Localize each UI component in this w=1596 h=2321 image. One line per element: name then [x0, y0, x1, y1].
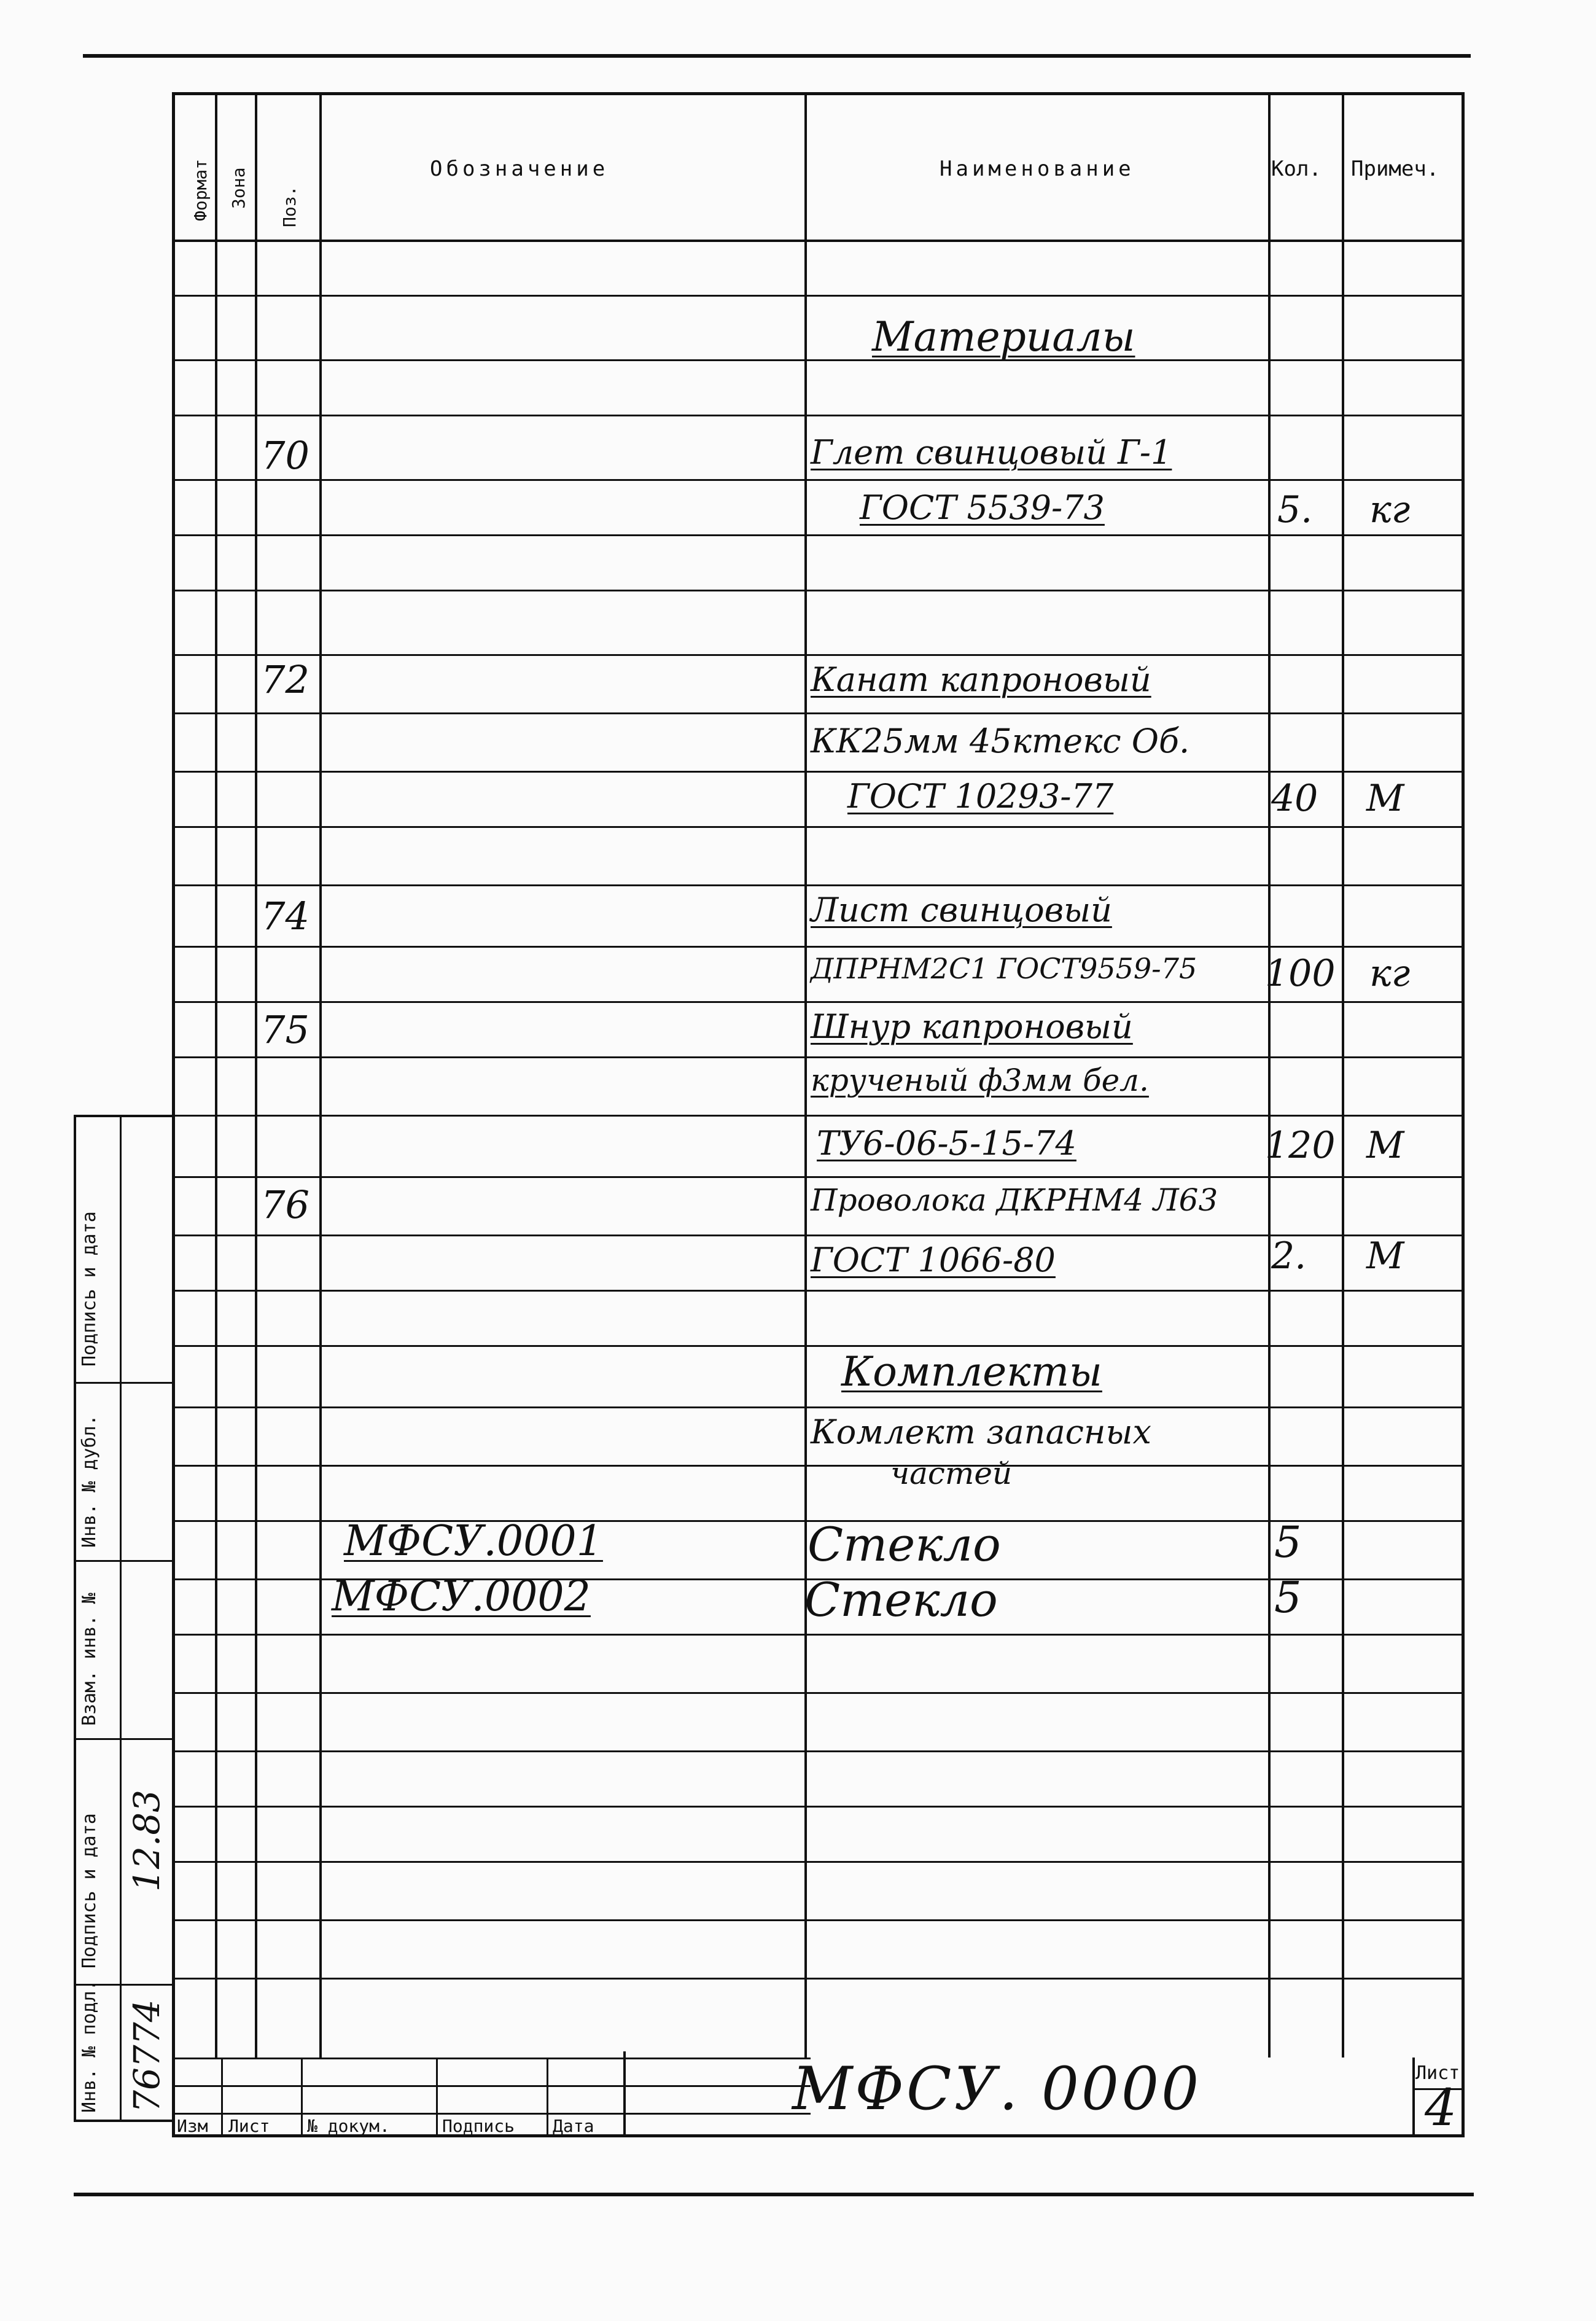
header-designation: Обозначение: [430, 157, 609, 181]
title-block-sheet: Лист: [228, 2116, 270, 2136]
side-label-sign-date: Подпись и дата: [79, 1813, 100, 1968]
header-zone: Зона: [228, 167, 249, 209]
row-line: [172, 1345, 1465, 1347]
row-line: [172, 826, 1465, 828]
col-line-format: [215, 92, 217, 2058]
kit-name: Комлект запасных: [811, 1413, 1151, 1451]
item-name: ГОСТ 5539-73: [860, 488, 1105, 527]
top-page-rule: [83, 54, 1471, 58]
item-designation: МФСУ.0001: [344, 1517, 603, 1566]
side-inv-value: 76774: [126, 1999, 168, 2113]
position-number: 70: [261, 433, 309, 478]
row-line: [172, 1861, 1465, 1863]
item-name: ТУ6-06-5-15-74: [817, 1124, 1076, 1163]
row-line: [172, 1806, 1465, 1808]
item-note: М: [1366, 1124, 1404, 1167]
header-name: Наименование: [940, 157, 1135, 181]
item-qty: 120: [1265, 1124, 1336, 1167]
item-name: ГОСТ 1066-80: [811, 1241, 1056, 1279]
header-position: Поз.: [279, 185, 300, 227]
item-name: Стекло: [808, 1517, 1001, 1572]
title-block-divider: [547, 2058, 548, 2137]
row-line: [172, 1115, 1465, 1117]
title-block-signature: Подпись: [442, 2116, 515, 2136]
side-stamp-line: [74, 1382, 175, 1384]
row-line: [172, 1465, 1465, 1467]
item-name: Глет свинцовый Г-1: [811, 433, 1172, 472]
title-block-divider: [436, 2058, 438, 2137]
header-qty: Кол.: [1271, 157, 1322, 181]
item-name: Лист свинцовый: [811, 891, 1112, 929]
item-note: М: [1366, 777, 1404, 820]
row-line: [172, 1750, 1465, 1752]
row-line: [172, 771, 1465, 773]
title-block-line: [172, 2058, 811, 2059]
position-number: 76: [261, 1182, 309, 1227]
item-qty: 5: [1274, 1572, 1302, 1623]
row-line: [172, 415, 1465, 416]
section-kits-title: Комплекты: [841, 1348, 1102, 1395]
row-line: [172, 359, 1465, 361]
sheet-number: 4: [1425, 2079, 1457, 2137]
row-line: [172, 295, 1465, 297]
section-materials-title: Материалы: [872, 313, 1135, 361]
row-line: [172, 946, 1465, 948]
row-line: [172, 884, 1465, 886]
item-name: КК25мм 45ктекс Об.: [811, 722, 1190, 760]
row-line: [172, 1290, 1465, 1292]
row-line: [172, 1406, 1465, 1408]
document-code: МФСУ. 0000: [792, 2054, 1202, 2123]
position-number: 75: [261, 1007, 309, 1052]
item-qty: 100: [1265, 952, 1336, 995]
item-name: крученый ф3мм бел.: [811, 1063, 1149, 1098]
row-line: [172, 654, 1465, 656]
row-line: [172, 534, 1465, 536]
row-line: [172, 1692, 1465, 1694]
position-number: 74: [261, 894, 309, 938]
side-label-replace-inv: Взам. инв. №: [79, 1593, 100, 1726]
col-line-position: [319, 92, 322, 2058]
title-block-date: Дата: [553, 2116, 594, 2136]
side-stamp-line: [74, 1560, 175, 1562]
header-bottom-line: [172, 240, 1465, 242]
row-line: [172, 1919, 1465, 1921]
item-qty: 5.: [1277, 488, 1313, 531]
sheet-label: Лист: [1415, 2062, 1460, 2084]
row-line: [172, 1634, 1465, 1636]
header-note: Примеч.: [1351, 157, 1439, 181]
side-stamp-divider: [120, 1115, 122, 2122]
row-line: [172, 479, 1465, 481]
side-label-dup-inv: Инв. № дубл.: [79, 1414, 100, 1548]
col-line-qty: [1342, 92, 1344, 2058]
item-designation: МФСУ.0002: [332, 1572, 591, 1621]
row-line: [172, 1056, 1465, 1058]
col-line-zone: [255, 92, 257, 2058]
header-format: Формат: [190, 158, 211, 221]
side-stamp-line: [74, 1738, 175, 1740]
item-note: кг: [1369, 488, 1411, 531]
position-number: 72: [261, 657, 309, 702]
item-note: кг: [1369, 952, 1411, 995]
title-block-divider: [221, 2058, 223, 2137]
side-label-orig-inv: Инв. № подл.: [79, 1980, 100, 2113]
side-date-value: 12.83: [126, 1789, 168, 1892]
title-block-divider: [623, 2051, 626, 2137]
title-block-doc-no: № докум.: [307, 2116, 390, 2136]
item-note: М: [1366, 1235, 1404, 1278]
row-line: [172, 712, 1465, 714]
row-line: [172, 1176, 1465, 1178]
sheet-box-divider: [1412, 2058, 1415, 2137]
title-block-divider: [301, 2058, 303, 2137]
kit-name: частей: [890, 1456, 1013, 1491]
row-line: [172, 1978, 1465, 1980]
item-name: ГОСТ 10293-77: [847, 777, 1114, 816]
item-qty: 5: [1274, 1517, 1302, 1567]
bottom-page-rule: [74, 2193, 1474, 2196]
col-line-name: [1268, 92, 1271, 2058]
row-line: [172, 1001, 1465, 1003]
col-line-designation: [804, 92, 807, 2058]
title-block-line: [172, 2113, 811, 2115]
row-line: [172, 590, 1465, 591]
item-name: Шнур капроновый: [811, 1007, 1133, 1046]
item-qty: 2.: [1271, 1235, 1307, 1278]
item-name: Проволока ДКРНМ4 Л63: [811, 1182, 1218, 1218]
item-name: ДПРНМ2С1 ГОСТ9559-75: [811, 952, 1197, 985]
side-label-sign-date: Подпись и дата: [79, 1211, 100, 1367]
title-block-line: [172, 2085, 811, 2087]
item-qty: 40: [1271, 777, 1318, 820]
title-block-change: Изм: [177, 2116, 208, 2136]
item-name: Канат капроновый: [811, 660, 1151, 699]
item-name: Стекло: [804, 1572, 998, 1627]
